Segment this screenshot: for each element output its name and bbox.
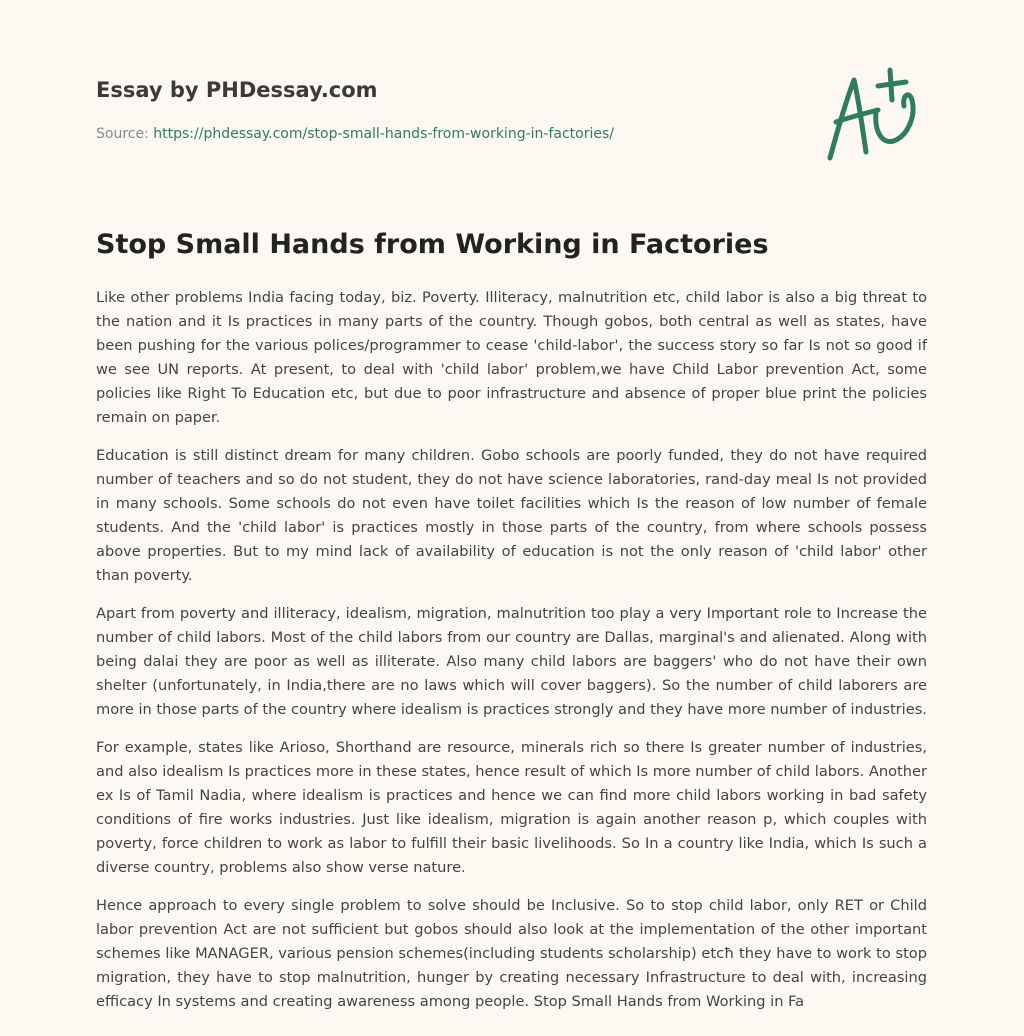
paragraph: Education is still distinct dream for many children. Gobo schools are poorly funded, they do not have required number of teachers and so do not student, they do not have science laboratories, rand-day meal Is not provided in many schools. Some schools do not even have toilet facilities which Is the reason of low number of female students. And the 'child labor' is practices mostly in those parts of the country, from where schools possess above properties. But to my mind lack of availability of education is not the only reason of 'child labor' other than poverty. <box>96 447 927 584</box>
paragraph: Hence approach to every single problem to solve should be Inclusive. So to stop child labor, only RET or Child labor prevention Act are not sufficient but gobos should also look at the implementation of the other important schemes like MANAGER, various pension schemes(including students scholarship) etcħ they have to work to stop migration, they have to stop malnutrition, hunger by creating necessary Infrastructure to deal with, increasing efficacy In systems and creating awareness among people. Stop Small Hands from Working in Fa <box>96 897 927 1010</box>
source-link[interactable]: https://phdessay.com/stop-small-hands-from-working-in-factories/ <box>153 126 614 142</box>
paragraph: For example, states like Arioso, Shorthand are resource, minerals rich so there Is greater number of industries, and also idealism Is practices more in these states, hence result of which Is more number of child labors. Another ex Is of Tamil Nadia, where idealism is practices and hence we can find more child labors working in bad safety conditions of fire works industries. Just like idealism, migration is again another reason p, which couples with poverty, force children to work as labor to fulfill their basic livelihoods. So In a country like India, which Is such a diverse country, problems also show verse nature. <box>96 739 927 876</box>
source-label: Source: <box>96 126 149 142</box>
paragraph: Apart from poverty and illiteracy, idealism, migration, malnutrition too play a very Important role to Increase the number of child labors. Most of the child labors from our country are Dallas, marginal's and alienated. Along with being dalai they are poor as well as illiterate. Also many child labors are baggers' who do not have their own shelter (unfortunately, in India,there are no laws which will cover baggers). So the number of child laborers are more in those parts of the country where idealism is practices strongly and they have more number of industries. <box>96 605 927 718</box>
a-plus-logo-icon <box>820 66 930 166</box>
article-body <box>96 286 927 1028</box>
paragraph: Like other problems India facing today, biz. Poverty. Illiteracy, malnutrition etc, child labor is also a big threat to the nation and it Is practices in many parts of the country. Though gobos, both central as well as states, have been pushing for the various polices/programmer to cease 'child-labor', the success story so far Is not so good if we see UN reports. At present, to deal with 'child labor' problem,we have Child Labor prevention Act, some policies like Right To Education etc, but due to poor infrastructure and absence of proper blue print the policies remain on paper. <box>96 289 927 426</box>
header <box>96 74 796 144</box>
source-line <box>96 124 796 144</box>
article-title: Stop Small Hands from Working in Factories <box>96 229 769 260</box>
site-brand: Essay by PHDessay.com <box>96 78 378 102</box>
